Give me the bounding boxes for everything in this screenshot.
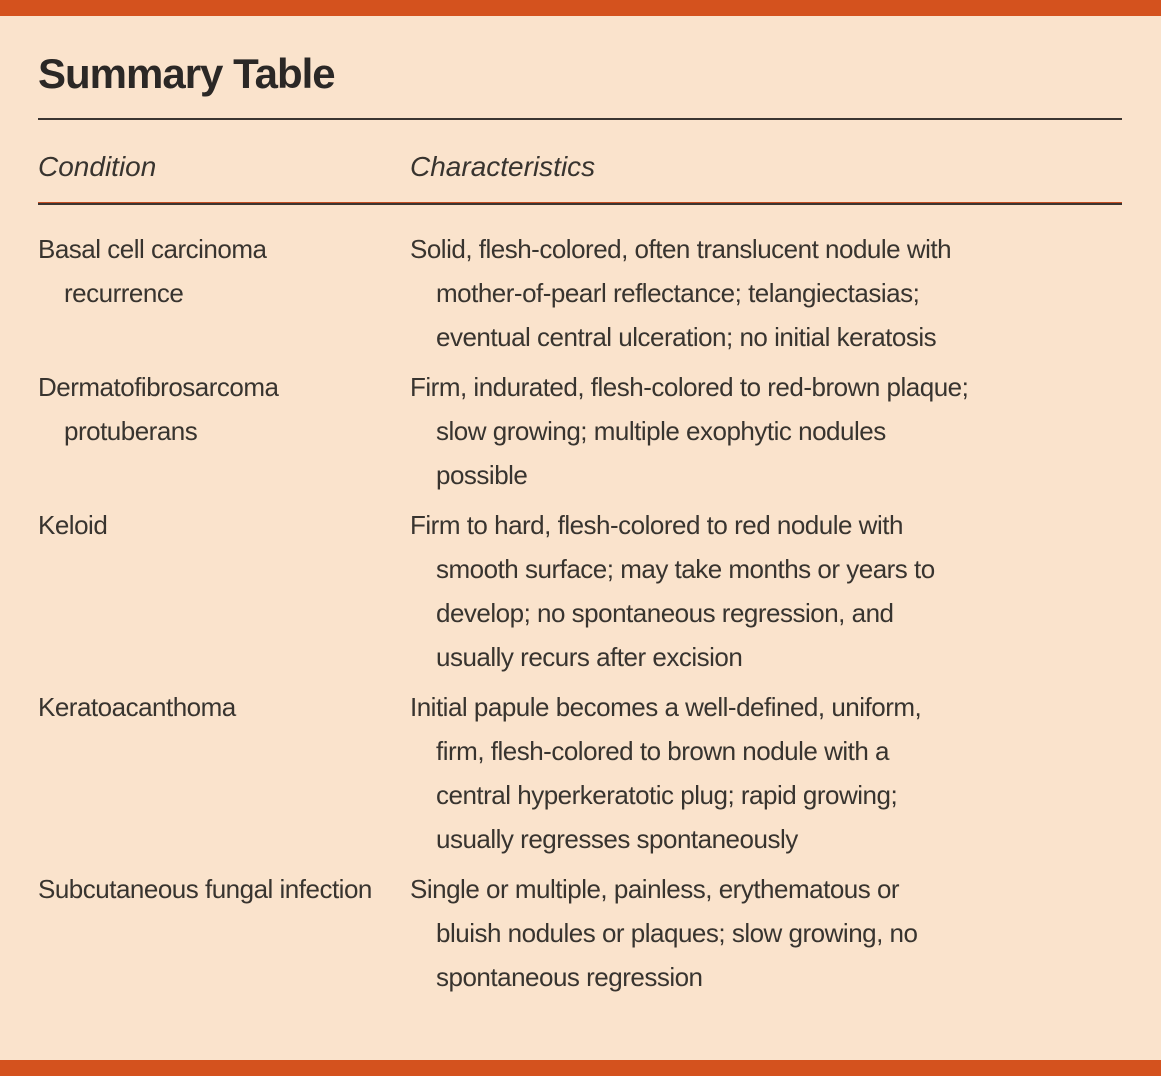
characteristics-cell: Single or multiple, painless, erythematous or bluish nodules or plaques; slow growing, no spontaneous regression	[410, 874, 918, 992]
table-row	[38, 685, 1122, 861]
title-rule	[38, 118, 1122, 120]
top-accent-bar	[0, 0, 1161, 16]
condition-cell: Basal cell carcinoma recurrence	[38, 234, 267, 308]
summary-title: Summary Table	[38, 50, 335, 97]
table-row	[38, 503, 1122, 679]
column-header-characteristics: Characteristics	[410, 151, 596, 182]
characteristics-cell: Firm to hard, flesh-colored to red nodule with smooth surface; may take months or years to develop; no spontaneous regression, and usually recurs after excision	[410, 510, 935, 672]
condition-cell: Dermatofibrosarcoma protuberans	[38, 372, 279, 446]
bottom-accent-bar	[0, 1060, 1161, 1076]
summary-table	[38, 16, 1122, 1005]
table-body	[38, 227, 1122, 999]
condition-cell: Keratoacanthoma	[38, 692, 236, 722]
header-rule	[38, 202, 1122, 205]
table-row	[38, 867, 1122, 999]
table-row	[38, 365, 1122, 497]
condition-cell: Subcutaneous fungal infection	[38, 874, 372, 904]
column-header-condition: Condition	[38, 151, 157, 182]
characteristics-cell: Initial papule becomes a well-defined, uniform, firm, flesh-colored to brown nodule with a central hyperkeratotic plug; rapid growing; usually regresses spontaneously	[410, 692, 922, 854]
characteristics-cell: Firm, indurated, flesh-colored to red-brown plaque; slow growing; multiple exophytic nodules possible	[410, 372, 969, 490]
table-row	[38, 227, 1122, 359]
condition-cell: Keloid	[38, 510, 108, 540]
characteristics-cell: Solid, flesh-colored, often translucent nodule with mother-of-pearl reflectance; telangiectasias; eventual central ulceration; no initial keratosis	[410, 234, 952, 352]
table-header-row	[38, 146, 1122, 188]
